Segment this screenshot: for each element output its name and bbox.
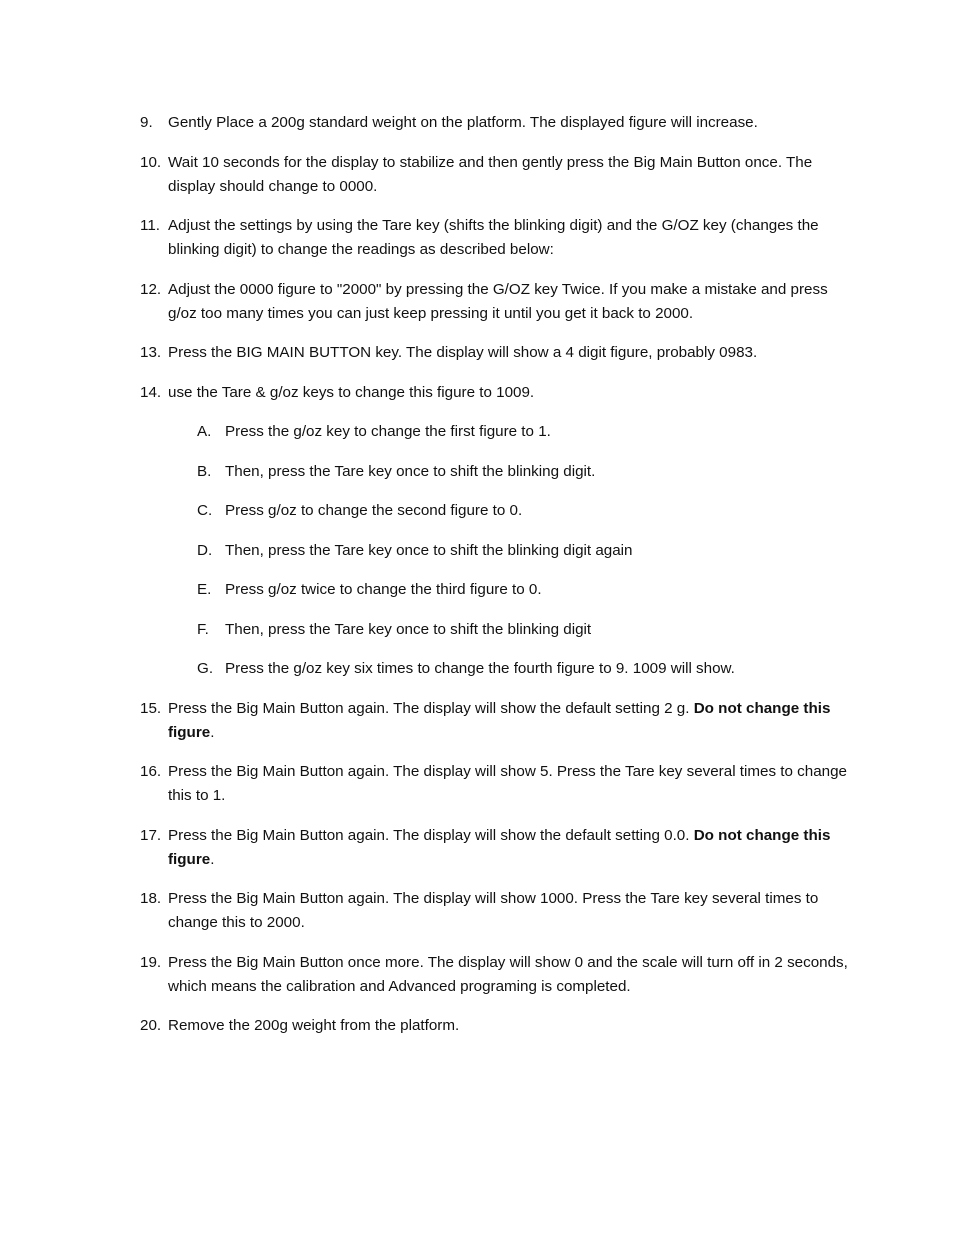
item-emphasis: Do not change this figure [168, 826, 831, 868]
item-text: Wait 10 seconds for the display to stabilize and then gently press the Big Main Button once. The display should change to 0000. [168, 153, 813, 195]
item-text: Adjust the settings by using the Tare key (shifts the blinking digit) and the G/OZ key (changes the blinking digit) to change the readings as described below: [168, 217, 819, 258]
item-text: Press the BIG MAIN BUTTON key. The display will show a 4 digit figure, probably 0983. [168, 344, 758, 361]
list-item [140, 151, 850, 199]
sub-item-text: Press g/oz twice to change the third figure to 0. [225, 581, 542, 598]
item-number: 11. [140, 217, 160, 234]
item-number: 16. [140, 763, 162, 780]
sub-item-letter: D. [197, 541, 213, 559]
sub-item-text: Press the g/oz key six times to change the fourth figure to 9. 1009 will show. [225, 660, 735, 677]
sub-item-text: Then, press the Tare key once to shift the blinking digit [225, 620, 592, 638]
list-item [140, 111, 850, 135]
sub-item-text: Then, press the Tare key once to shift the blinking digit. [225, 462, 596, 480]
item-emphasis: Do not change this figure [168, 699, 831, 741]
list-item [140, 951, 850, 999]
item-number: 14. [140, 383, 162, 401]
sub-item-text: Press g/oz to change the second figure to 0. [225, 502, 523, 519]
item-number: 15. [140, 699, 162, 717]
item-number: 13. [140, 344, 162, 361]
sub-item-letter: E. [197, 581, 212, 598]
sub-item-text: Then, press the Tare key once to shift the blinking digit again [225, 541, 633, 559]
item-text: use the Tare & g/oz keys to change this figure to 1009. [168, 383, 535, 401]
item-text: Press the Big Main Button again. The display will show 1000. Press the Tare key several times to change this to 2000. [168, 890, 819, 931]
item-tail: . [210, 723, 215, 741]
list-item [140, 214, 850, 262]
sub-list-item [197, 460, 850, 484]
list-item [140, 278, 850, 326]
sub-list-item [197, 618, 850, 642]
list-item [140, 760, 850, 808]
item-number: 19. [140, 953, 162, 971]
sub-step-list [197, 420, 850, 681]
item-text: Gently Place a 200g standard weight on the platform. The displayed figure will increase. [168, 114, 758, 131]
sub-item-text: Press the g/oz key to change the first figure to 1. [225, 423, 551, 440]
sub-item-letter: B. [197, 462, 212, 480]
list-item [140, 887, 850, 935]
sub-list-item [197, 499, 850, 523]
list-item [140, 341, 850, 365]
item-text: Press the Big Main Button once more. The display will show 0 and the scale will turn off in 2 seconds, which means the calibration and Advanced programing is completed. [168, 953, 848, 995]
instruction-list [140, 111, 850, 1054]
list-item [140, 381, 850, 682]
list-item [140, 697, 850, 745]
sub-item-letter: A. [197, 423, 212, 440]
item-number: 12. [140, 280, 162, 298]
item-text: Adjust the 0000 figure to "2000" by pressing the G/OZ key Twice. If you make a mistake and press g/oz too many times you can just keep pressing it until you get it back to 2000. [168, 280, 828, 322]
item-number: 17. [140, 826, 162, 844]
item-text: Press the Big Main Button again. The display will show the default setting 0.0. [168, 826, 690, 844]
sub-item-letter: G. [197, 660, 214, 677]
item-text: Press the Big Main Button again. The display will show the default setting 2 g. [168, 699, 690, 717]
item-number: 18. [140, 890, 162, 907]
sub-list-item [197, 578, 850, 602]
item-number: 9. [140, 114, 153, 131]
list-item [140, 1014, 850, 1038]
item-number: 20. [140, 1017, 162, 1034]
sub-item-letter: C. [197, 502, 213, 519]
list-item [140, 824, 850, 872]
sub-list-item [197, 420, 850, 444]
sub-list-item [197, 539, 850, 563]
sub-item-letter: F. [197, 620, 209, 638]
item-tail: . [210, 850, 215, 868]
item-text: Remove the 200g weight from the platform. [168, 1017, 460, 1034]
sub-list-item [197, 657, 850, 681]
item-number: 10. [140, 153, 162, 171]
item-text: Press the Big Main Button again. The display will show 5. Press the Tare key several times to change this to 1. [168, 763, 848, 804]
